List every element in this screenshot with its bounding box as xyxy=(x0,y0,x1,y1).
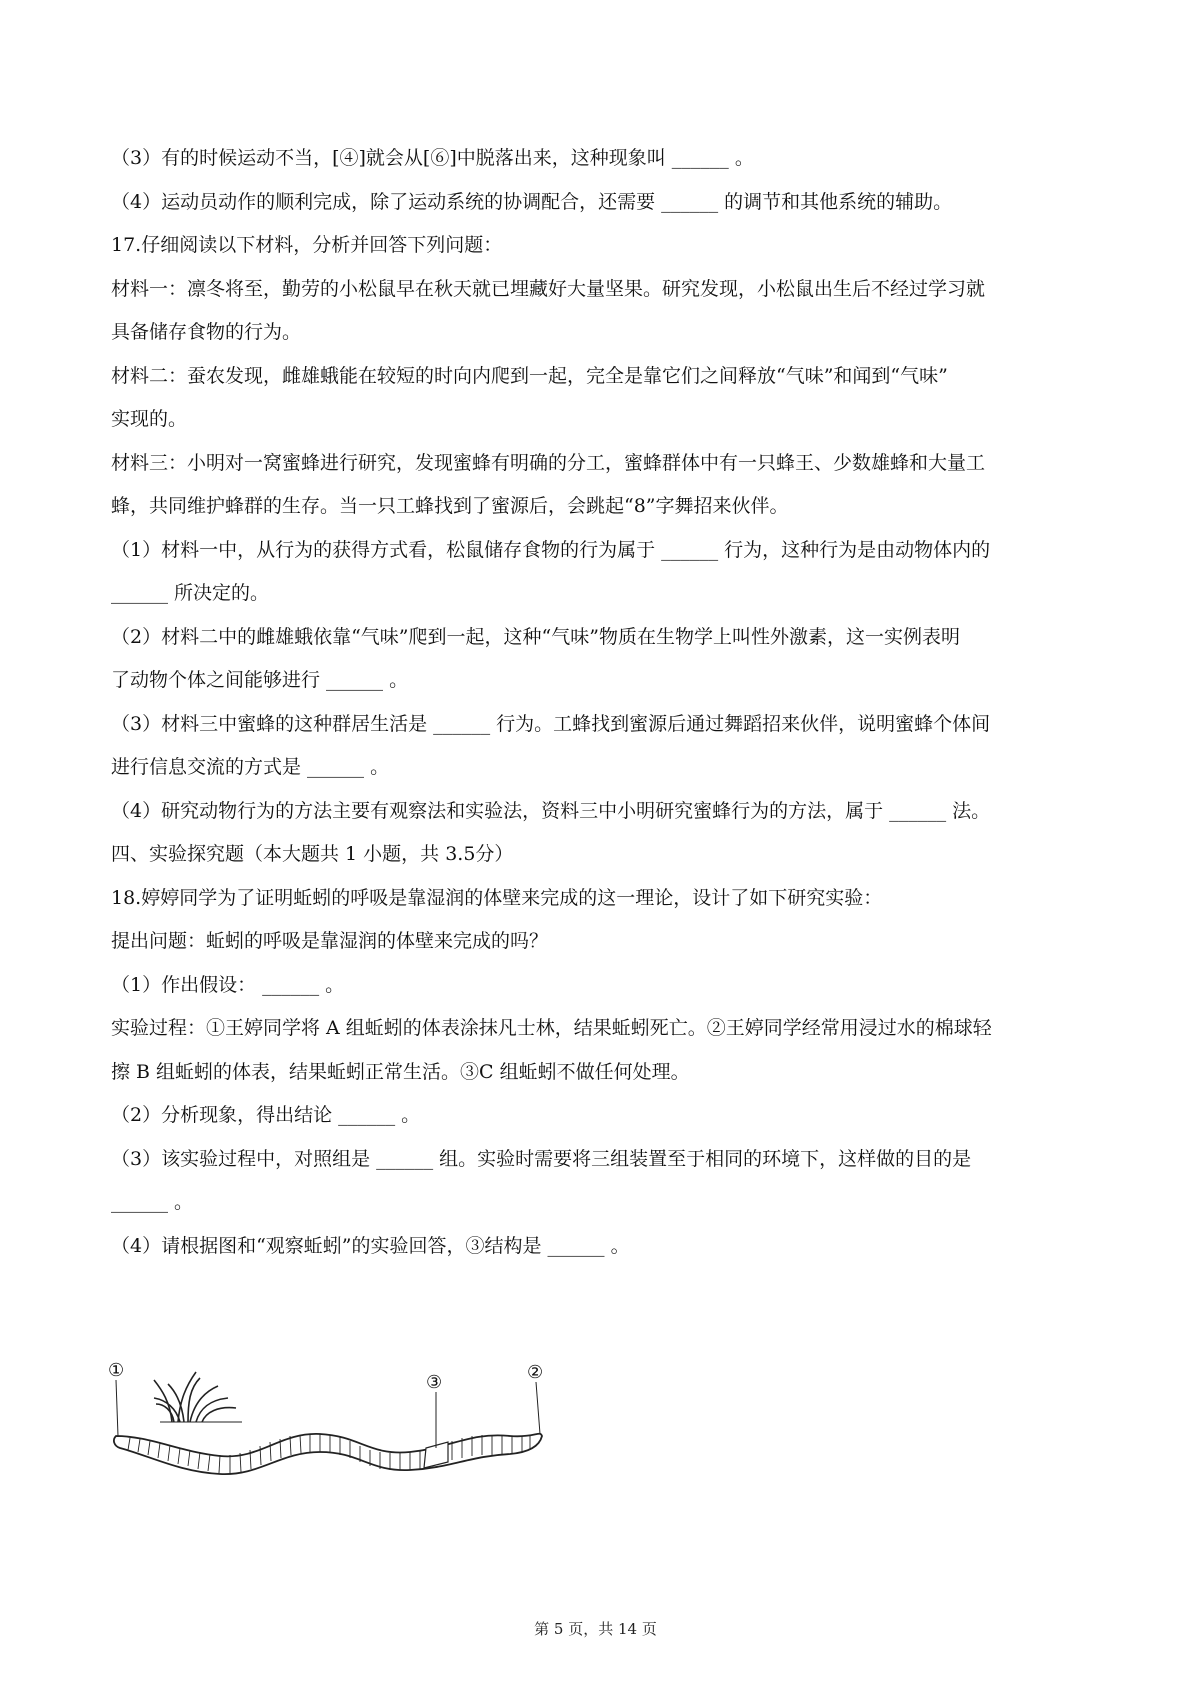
worm-body xyxy=(114,1434,542,1474)
question-18-problem: 提出问题：蚯蚓的呼吸是靠湿润的体壁来完成的吗？ xyxy=(111,930,549,952)
question-16-part-3: （3）有的时候运动不当，[④]就会从[⑥]中脱落出来，这种现象叫 ______ 。 xyxy=(111,147,754,169)
question-17-part-4: （4）研究动物行为的方法主要有观察法和实验法，资料三中小明研究蜜蜂行为的方法，属于 ______ 法。 xyxy=(111,800,991,822)
experiment-process-line-2: 擦 B 组蚯蚓的体表，结果蚯蚓正常生活。③C 组蚯蚓不做任何处理。 xyxy=(111,1061,690,1083)
question-16-part-4: （4）运动员动作的顺利完成，除了运动系统的协调配合，还需要 ______ 的调节和其他系统的辅助。 xyxy=(111,191,953,213)
grass-drawing xyxy=(154,1372,242,1422)
question-18-part-2: （2）分析现象，得出结论 ______ 。 xyxy=(111,1104,421,1126)
question-18-part-3-line-2: ______ 。 xyxy=(111,1191,194,1213)
material-1-line-1: 材料一：凛冬将至，勤劳的小松鼠早在秋天就已埋藏好大量坚果。研究发现，小松鼠出生后不经过学习就 xyxy=(111,278,986,300)
label-1: ① xyxy=(108,1360,125,1381)
material-3-line-2: 蜂，共同维护蜂群的生存。当一只工蜂找到了蜜源后，会跳起“8”字舞招来伙伴。 xyxy=(111,495,789,517)
label-2: ② xyxy=(527,1362,544,1383)
material-2-line-2: 实现的。 xyxy=(111,408,188,430)
question-17-part-1-line-2: ______ 所决定的。 xyxy=(111,582,270,604)
question-18-part-1: （1）作出假设： ______ 。 xyxy=(111,974,345,996)
question-17-part-3-line-2: 进行信息交流的方式是 ______ 。 xyxy=(111,756,390,778)
earthworm-figure xyxy=(110,1352,590,1492)
question-18-part-4: （4）请根据图和“观察蚯蚓”的实验回答，③结构是 ______ 。 xyxy=(111,1235,630,1257)
material-2-line-1: 材料二：蚕农发现，雌雄蛾能在较短的时向内爬到一起，完全是靠它们之间释放“气味”和闻到“气味” xyxy=(111,365,948,387)
question-17-part-3-line-1: （3）材料三中蜜蜂的这种群居生活是 ______ 行为。工蜂找到蜜源后通过舞蹈招来伙伴，说明蜜蜂个体间 xyxy=(111,713,991,735)
question-18-part-3-line-1: （3）该实验过程中，对照组是 ______ 组。实验时需要将三组装置至于相同的环境下，这样做的目的是 xyxy=(111,1148,972,1170)
experiment-process-line-1: 实验过程：①王婷同学将 A 组蚯蚓的体表涂抹凡士林，结果蚯蚓死亡。②王婷同学经常用浸过水的棉球轻 xyxy=(111,1017,992,1039)
question-17-part-1-line-1: （1）材料一中，从行为的获得方式看，松鼠储存食物的行为属于 ______ 行为，这种行为是由动物体内的 xyxy=(111,539,991,561)
material-3-line-1: 材料三：小明对一窝蜜蜂进行研究，发现蜜蜂有明确的分工，蜜蜂群体中有一只蜂王、少数雄蜂和大量工 xyxy=(111,452,986,474)
material-1-line-2: 具备储存食物的行为。 xyxy=(111,321,302,343)
label-3: ③ xyxy=(426,1372,443,1393)
page-footer: 第 5 页，共 14 页 xyxy=(534,1620,657,1638)
section-4-heading: 四、实验探究题（本大题共 1 小题，共 3.5分） xyxy=(111,843,514,865)
question-17-title: 17.仔细阅读以下材料，分析并回答下列问题： xyxy=(111,234,503,256)
question-18-title: 18.婷婷同学为了证明蚯蚓的呼吸是靠湿润的体壁来完成的这一理论，设计了如下研究实验： xyxy=(111,887,883,909)
question-17-part-2-line-2: 了动物个体之间能够进行 ______ 。 xyxy=(111,669,409,691)
question-17-part-2-line-1: （2）材料二中的雌雄蛾依靠“气味”爬到一起，这种“气味”物质在生物学上叫性外激素，这一实例表明 xyxy=(111,626,960,648)
